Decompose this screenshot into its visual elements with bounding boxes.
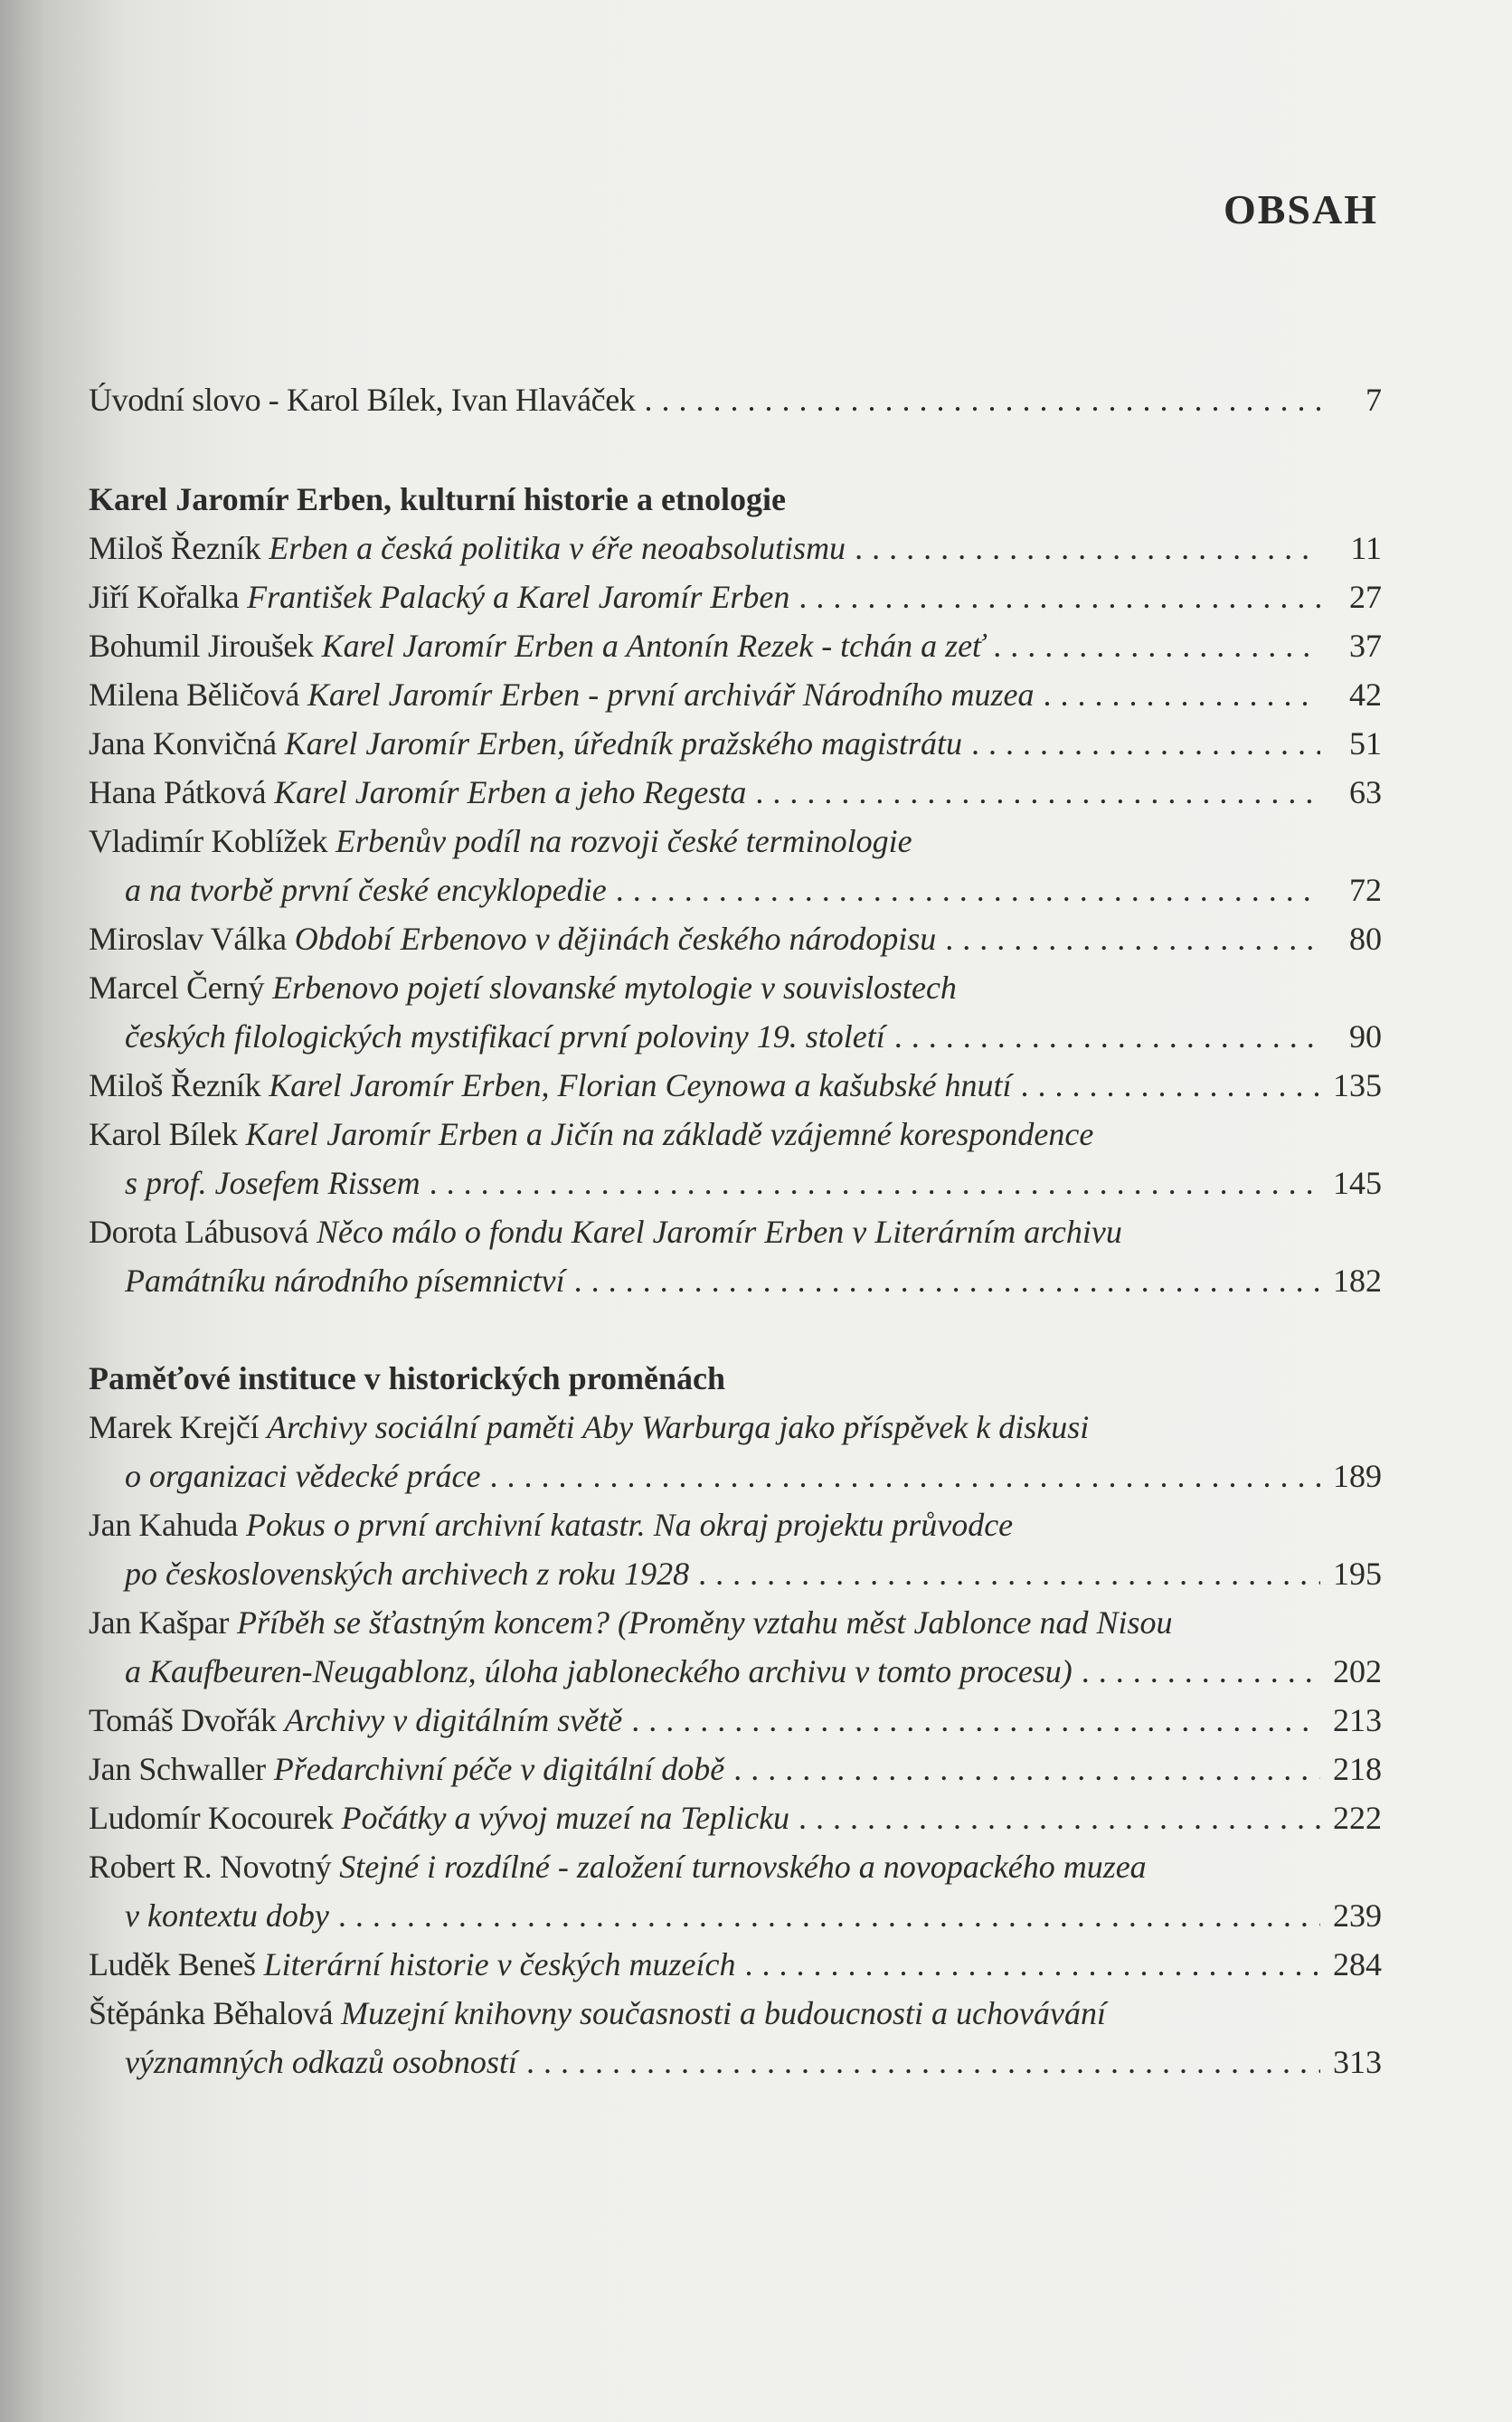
entry-title: s prof. Josefem Rissem	[125, 1165, 421, 1201]
entry-author: Jana Konvičná	[89, 725, 277, 762]
entry-author: Jiří Kořalka	[89, 579, 240, 615]
leader-dots	[855, 524, 1320, 572]
spacer	[89, 424, 1382, 475]
entry-text	[125, 1891, 329, 1940]
entry-title: František Palacký a Karel Jaromír Erben	[247, 579, 790, 615]
entry-title: Karel Jaromír Erben a Jičín na základě vzájemné korespondence	[245, 1116, 1094, 1152]
toc-entry	[89, 670, 1382, 719]
page-number: 218	[1333, 1751, 1382, 1787]
leader-dots	[430, 1159, 1320, 1207]
entry-title: po československých archivech z roku 1928	[125, 1556, 690, 1592]
entry-text	[89, 914, 936, 963]
entry-title: Pokus o první archivní katastr. Na okraj projektu průvodce	[245, 1507, 1014, 1543]
entry-title: Památníku národního písemnictví	[125, 1263, 565, 1299]
leader-dots	[945, 914, 1320, 963]
entry-text	[89, 670, 1035, 719]
entry-text	[89, 572, 789, 621]
entry-text	[89, 1207, 1122, 1256]
entry-text	[89, 1500, 1013, 1549]
toc-entry-continuation	[89, 1012, 1382, 1061]
entry-title: Počátky a vývoj muzeí na Teplicku	[341, 1800, 790, 1836]
toc-entry	[89, 621, 1382, 670]
entry-title: Karel Jaromír Erben - první archivář Národního muzea	[307, 676, 1035, 713]
entry-title: a na tvorbě první české encyklopedie	[125, 872, 607, 908]
entry-title: Karel Jaromír Erben, Florian Ceynowa a kašubské hnutí	[269, 1067, 1012, 1103]
toc-entry	[89, 572, 1382, 621]
entry-author: Miroslav Válka	[89, 921, 287, 957]
leader-dots	[616, 866, 1320, 914]
leader-dots	[733, 1745, 1320, 1793]
leader-dots	[1044, 670, 1320, 719]
page-number: 145	[1333, 1165, 1382, 1201]
entry-author: Marek Krejčí	[89, 1409, 260, 1445]
entry-title: Předarchivní péče v digitální době	[273, 1751, 725, 1787]
leader-dots	[799, 1793, 1320, 1842]
spacer	[89, 1305, 1382, 1354]
toc-entry-continuation	[89, 866, 1382, 914]
entry-text	[125, 2038, 517, 2086]
entry-author: Luděk Beneš	[89, 1946, 256, 1982]
leader-dots	[698, 1549, 1320, 1598]
page-number: 239	[1333, 1897, 1382, 1934]
entry-author: Jan Kašpar	[89, 1604, 229, 1641]
leader-dots	[644, 375, 1320, 424]
page-number: 213	[1333, 1702, 1382, 1738]
page-number: 11	[1350, 530, 1382, 566]
entry-title: Něco málo o fondu Karel Jaromír Erben v Literárním archivu	[316, 1214, 1122, 1250]
toc-entry	[89, 768, 1382, 817]
leader-dots	[894, 1012, 1320, 1061]
entry-text	[89, 963, 957, 1012]
toc-entry	[89, 719, 1382, 768]
entry-title: Karel Jaromír Erben a jeho Regesta	[274, 774, 747, 810]
toc-entry	[89, 1207, 1382, 1256]
entry-author: Tomáš Dvořák	[89, 1702, 277, 1738]
page-number: 202	[1333, 1653, 1382, 1689]
entry-text	[89, 1989, 1106, 2038]
toc-entry	[89, 1598, 1382, 1647]
leader-dots	[631, 1696, 1320, 1745]
entry-title: Erben a česká politika v éře neoabsolutismu	[269, 530, 846, 566]
entry-title: Erbenův podíl na rozvoji české terminologie	[335, 823, 912, 859]
page-number: 63	[1349, 774, 1382, 810]
toc-intro-line	[89, 375, 1382, 424]
entry-author: Dorota Lábusová	[89, 1214, 308, 1250]
entry-author: Hana Pátková	[89, 774, 267, 810]
entry-text	[125, 1549, 689, 1598]
entry-text	[89, 768, 746, 817]
leader-dots	[490, 1452, 1320, 1500]
entry-author: Milena Běličová	[89, 676, 299, 713]
leader-dots	[526, 2038, 1320, 2086]
entry-text	[125, 1159, 421, 1207]
toc-entry	[89, 1696, 1382, 1745]
entry-author: Bohumil Jiroušek	[89, 628, 314, 664]
entry-title: Literární historie v českých muzeích	[263, 1946, 736, 1982]
toc-entry	[89, 1500, 1382, 1549]
page-number: 195	[1333, 1556, 1382, 1592]
entry-text	[89, 524, 846, 572]
entry-text	[125, 866, 607, 914]
entry-text	[89, 719, 962, 768]
toc-entry	[89, 1110, 1382, 1159]
toc-entry-continuation	[89, 1549, 1382, 1598]
entry-title: v kontextu doby	[125, 1897, 329, 1934]
entry-text	[125, 1452, 481, 1500]
entry-title: Příběh se šťastným koncem? (Proměny vztahu měst Jablonce nad Nisou	[236, 1604, 1173, 1641]
section-heading: Paměťové instituce v historických proměnách	[89, 1360, 726, 1396]
toc-entry	[89, 1793, 1382, 1842]
entry-text	[125, 1647, 1073, 1696]
toc-entry-continuation	[89, 1159, 1382, 1207]
leader-dots	[574, 1256, 1320, 1305]
page-number: 37	[1349, 628, 1382, 664]
entry-author: Vladimír Koblížek	[89, 823, 328, 859]
entry-text	[89, 1110, 1093, 1159]
leader-dots	[799, 572, 1320, 621]
entry-text	[89, 1842, 1147, 1891]
entry-title: o organizaci vědecké práce	[125, 1458, 481, 1494]
entry-title: Muzejní knihovny současnosti a budoucnosti a uchovávání	[341, 1995, 1106, 2031]
leader-dots	[1020, 1061, 1320, 1110]
leader-dots	[755, 768, 1320, 817]
page-number: 7	[1366, 382, 1382, 418]
toc-entry	[89, 1989, 1382, 2038]
entry-text	[89, 1403, 1089, 1452]
page-number: 27	[1349, 579, 1382, 615]
entry-author: Miloš Řezník	[89, 1067, 261, 1103]
entry-title: Karel Jaromír Erben, úředník pražského magistrátu	[284, 725, 963, 762]
entry-text	[89, 1598, 1173, 1647]
entry-text	[125, 1012, 885, 1061]
page-number: 51	[1349, 725, 1382, 762]
leader-dots	[1082, 1647, 1320, 1696]
page-number: 135	[1333, 1067, 1382, 1103]
toc-entry	[89, 1745, 1382, 1793]
page-number: 284	[1333, 1946, 1382, 1982]
toc-entry	[89, 963, 1382, 1012]
entry-text	[89, 1940, 735, 1989]
leader-dots	[993, 621, 1320, 670]
entry-author: Ludomír Kocourek	[89, 1800, 334, 1836]
table-of-contents	[89, 375, 1382, 2086]
entry-title: Archivy v digitálním světě	[284, 1702, 623, 1738]
toc-entry-continuation	[89, 1891, 1382, 1940]
entry-author: Miloš Řezník	[89, 530, 261, 566]
toc-entry-continuation	[89, 1452, 1382, 1500]
entry-author: Jan Kahuda	[89, 1507, 238, 1543]
page-number: 90	[1349, 1018, 1382, 1055]
leader-dots	[971, 719, 1320, 768]
entry-title: českých filologických mystifikací první poloviny 19. století	[125, 1018, 885, 1055]
page-number: 313	[1333, 2044, 1382, 2080]
entry-text	[89, 621, 984, 670]
leader-dots	[338, 1891, 1320, 1940]
entry-author: Robert R. Novotný	[89, 1849, 332, 1885]
entry-text	[89, 1793, 789, 1842]
leader-dots	[744, 1940, 1320, 1989]
entry-title: Archivy sociální paměti Aby Warburga jako příspěvek k diskusi	[267, 1409, 1090, 1445]
entry-text	[89, 1745, 724, 1793]
toc-entry-continuation	[89, 1256, 1382, 1305]
toc-entry	[89, 817, 1382, 866]
page-number: 189	[1333, 1458, 1382, 1494]
toc-entry	[89, 1842, 1382, 1891]
contents-heading: OBSAH	[1223, 186, 1378, 232]
toc-entry	[89, 524, 1382, 572]
entry-title: Stejné i rozdílné - založení turnovského a novopackého muzea	[339, 1849, 1147, 1885]
entry-text	[125, 1256, 565, 1305]
entry-title: Období Erbenovo v dějinách českého národopisu	[294, 921, 937, 957]
page-number: 222	[1333, 1800, 1382, 1836]
page-number: 182	[1333, 1263, 1382, 1299]
intro-text: Úvodní slovo - Karol Bílek, Ivan Hlaváček	[89, 382, 636, 418]
page-number: 42	[1349, 676, 1382, 713]
page-number: 72	[1349, 872, 1382, 908]
toc-entry	[89, 1403, 1382, 1452]
entry-text	[89, 817, 912, 866]
entry-title: Karel Jaromír Erben a Antonín Rezek - tchán a zeť	[321, 628, 985, 664]
toc-entry-continuation	[89, 1647, 1382, 1696]
entry-author: Jan Schwaller	[89, 1751, 266, 1787]
toc-entry	[89, 1940, 1382, 1989]
entry-title: významných odkazů osobností	[125, 2044, 517, 2080]
section-heading: Karel Jaromír Erben, kulturní historie a etnologie	[89, 481, 786, 517]
toc-entry	[89, 914, 1382, 963]
page-number: 80	[1349, 921, 1382, 957]
toc-entry	[89, 1061, 1382, 1110]
toc-entry-continuation	[89, 2038, 1382, 2086]
entry-text	[89, 1061, 1011, 1110]
entry-author: Štěpánka Běhalová	[89, 1995, 334, 2031]
entry-author: Karol Bílek	[89, 1116, 238, 1152]
entry-title: a Kaufbeuren-Neugablonz, úloha jabloneckého archivu v tomto procesu)	[125, 1653, 1073, 1689]
entry-title: Erbenovo pojetí slovanské mytologie v souvislostech	[272, 970, 957, 1006]
entry-text	[89, 1696, 622, 1745]
entry-author: Marcel Černý	[89, 970, 265, 1006]
